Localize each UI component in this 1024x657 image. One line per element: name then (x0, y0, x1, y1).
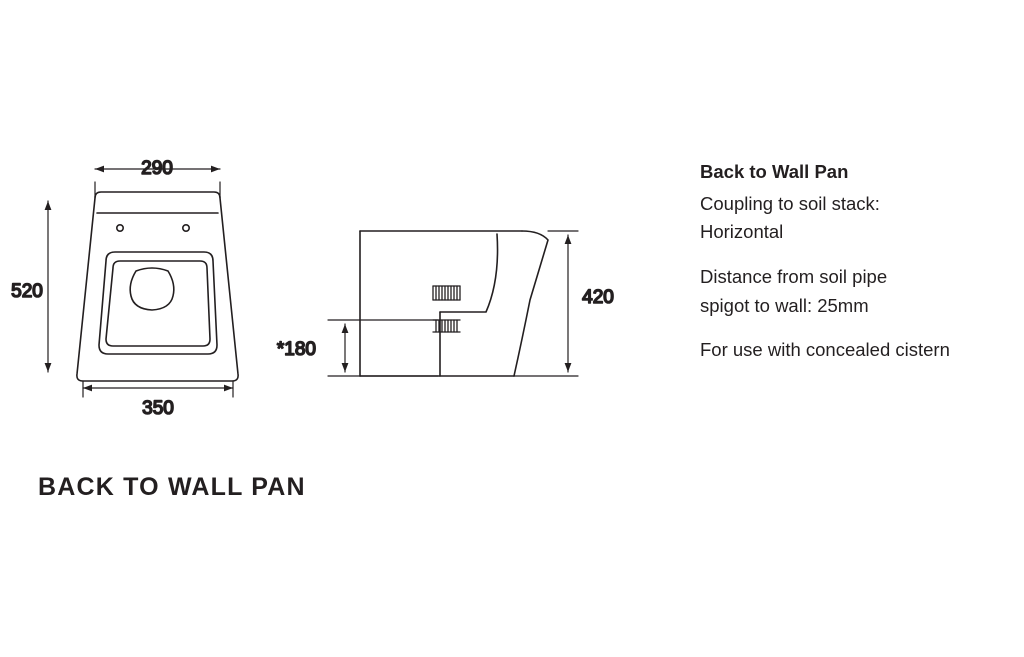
spec-block-distance (700, 263, 1024, 320)
dim-520-label: 520 (11, 281, 43, 302)
side-view-outline (360, 231, 548, 376)
fixing-hole-right (183, 225, 189, 231)
spec-coupling-label: Coupling to soil stack: (700, 192, 880, 214)
dim-180 (328, 320, 438, 376)
dim-180-label: *180 (276, 339, 316, 360)
dim-520 (45, 201, 52, 372)
spec-distance-line2: spigot to wall: 25mm (700, 294, 869, 316)
dim-420 (514, 231, 578, 376)
spec-coupling-value: Horizontal (700, 221, 784, 243)
spec-title: Back to Wall Pan (700, 161, 849, 182)
spec-block-title-coupling (700, 158, 1024, 247)
dim-350 (83, 381, 233, 397)
spec-block-cistern (700, 336, 1024, 365)
spec-distance-line1: Distance from soil pipe (700, 266, 888, 288)
dim-290-label: 290 (141, 158, 173, 179)
fixing-hole-left (117, 225, 123, 231)
page-title: BACK TO WALL PAN (38, 473, 306, 501)
front-view-outline (77, 192, 238, 381)
dim-420-label: 420 (582, 287, 614, 308)
outlet-spigot (433, 286, 460, 332)
dim-350-label: 350 (142, 398, 174, 419)
specifications-panel (700, 158, 1024, 365)
spec-cistern-note: For use with concealed cistern (700, 339, 950, 361)
